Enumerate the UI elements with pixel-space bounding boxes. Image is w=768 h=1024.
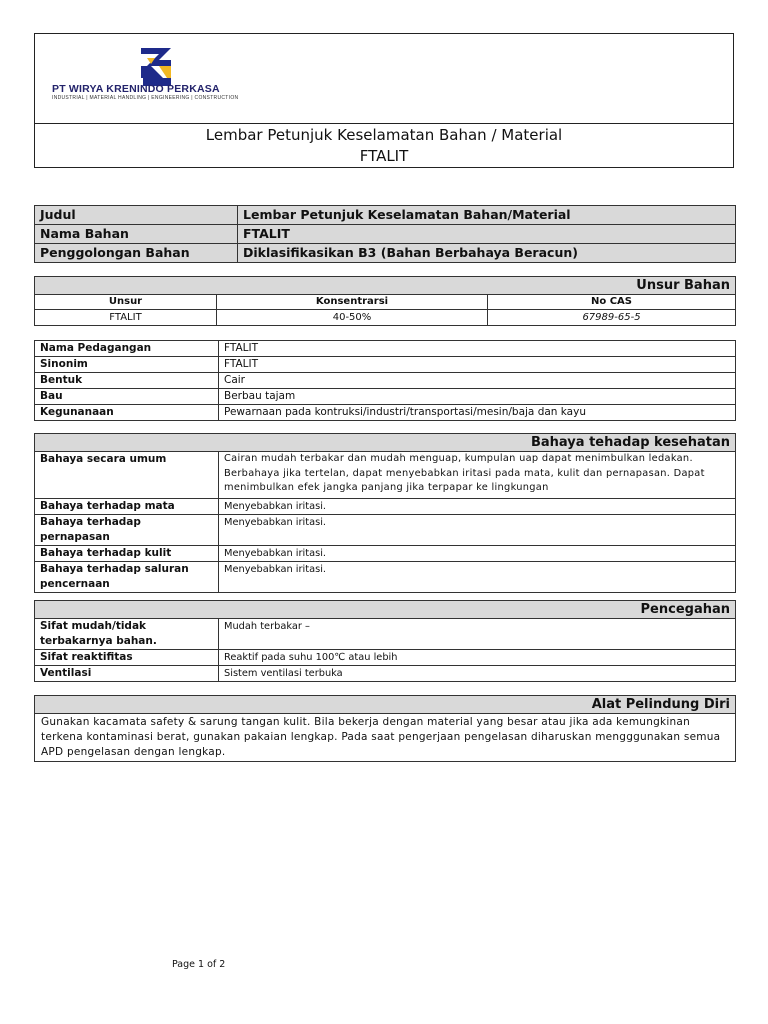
table-row — [35, 499, 736, 515]
property-key: Sinonim — [35, 357, 219, 373]
identity-value: FTALIT — [238, 225, 736, 244]
table-row — [35, 373, 736, 389]
company-tagline: INDUSTRIAL | MATERIAL HANDLING | ENGINEERING | CONSTRUCTION — [52, 95, 239, 101]
composition-table — [34, 276, 736, 326]
prevention-key: Sifat reaktifitas — [35, 650, 219, 666]
table-row — [35, 515, 736, 546]
table-cell: 40-50% — [217, 310, 488, 326]
property-value: FTALIT — [219, 357, 736, 373]
column-header: Unsur — [35, 295, 217, 310]
hazard-key: Bahaya terhadap mata — [35, 499, 219, 515]
table-row — [35, 244, 736, 263]
property-value: FTALIT — [219, 341, 736, 357]
prevention-title: Pencegahan — [35, 601, 736, 619]
prevention-key: Sifat mudah/tidak terbakarnya bahan. — [35, 619, 219, 650]
property-value: Pewarnaan pada kontruksi/industri/transportasi/mesin/baja dan kayu — [219, 405, 736, 421]
document-subtitle: FTALIT — [359, 147, 409, 165]
table-row — [35, 562, 736, 593]
hazard-value: Menyebabkan iritasi. — [219, 546, 736, 562]
prevention-key: Ventilasi — [35, 666, 219, 682]
table-row — [35, 225, 736, 244]
prevention-table — [34, 600, 736, 682]
table-row — [35, 310, 736, 326]
table-row — [35, 405, 736, 421]
property-key: Nama Pedagangan — [35, 341, 219, 357]
prevention-value: Reaktif pada suhu 100℃ atau lebih — [219, 650, 736, 666]
hazard-value: Menyebabkan iritasi. — [219, 515, 736, 546]
table-row — [35, 452, 736, 499]
property-value: Berbau tajam — [219, 389, 736, 405]
health-title: Bahaya tehadap kesehatan — [35, 434, 736, 452]
property-key: Kegunanaan — [35, 405, 219, 421]
column-header: No CAS — [488, 295, 736, 310]
section-header — [35, 277, 736, 295]
company-name: PT WIRYA KRENINDO PERKASA — [52, 83, 220, 95]
table-row — [35, 619, 736, 650]
table-row — [35, 357, 736, 373]
table-row — [35, 206, 736, 225]
properties-table — [34, 340, 736, 421]
table-row — [35, 341, 736, 357]
identity-key: Nama Bahan — [35, 225, 238, 244]
hazard-value: Menyebabkan iritasi. — [219, 499, 736, 515]
health-hazard-table — [34, 433, 736, 593]
property-value: Cair — [219, 373, 736, 389]
hazard-key: Bahaya terhadap kulit — [35, 546, 219, 562]
header-divider — [35, 123, 733, 124]
section-header — [35, 696, 736, 714]
table-cell: 67989-65-5 — [488, 310, 736, 326]
hazard-key: Bahaya terhadap saluran pencernaan — [35, 562, 219, 593]
table-row — [35, 714, 736, 762]
prevention-value: Sistem ventilasi terbuka — [219, 666, 736, 682]
property-key: Bentuk — [35, 373, 219, 389]
hazard-key: Bahaya terhadap pernapasan — [35, 515, 219, 546]
table-row — [35, 389, 736, 405]
identity-value: Lembar Petunjuk Keselamatan Bahan/Material — [238, 206, 736, 225]
hazard-key: Bahaya secara umum — [35, 452, 219, 499]
identity-value: Diklasifikasikan B3 (Bahan Berbahaya Beracun) — [238, 244, 736, 263]
hazard-value: Cairan mudah terbakar dan mudah menguap, kumpulan uap dapat menimbulkan ledakan. Berbahaya jika tertelan, dapat menyebabkan iritasi pada mata, kulit dan pernapasan. Dapat menimbulkan efek jangka panjang jika terpapar ke lingkungan — [219, 452, 736, 499]
section-header — [35, 601, 736, 619]
identity-key: Judul — [35, 206, 238, 225]
document-title: Lembar Petunjuk Keselamatan Bahan / Material — [205, 126, 563, 144]
ppe-title: Alat Pelindung Diri — [35, 696, 736, 714]
wkp-logo-icon — [49, 44, 269, 114]
section-header — [35, 434, 736, 452]
table-cell: FTALIT — [35, 310, 217, 326]
identity-key: Penggolongan Bahan — [35, 244, 238, 263]
page-number: Page 1 of 2 — [172, 959, 226, 970]
composition-title: Unsur Bahan — [35, 277, 736, 295]
prevention-value: Mudah terbakar – — [219, 619, 736, 650]
property-key: Bau — [35, 389, 219, 405]
document-header — [34, 33, 734, 168]
hazard-value: Menyebabkan iritasi. — [219, 562, 736, 593]
column-header: Konsentrarsi — [217, 295, 488, 310]
ppe-text: Gunakan kacamata safety & sarung tangan kulit. Bila bekerja dengan material yang besar atau jika ada kemungkinan terkena kontaminasi berat, gunakan pakaian lengkap. Pada saat pengerjaan pengelasan diharuskan mengggunakan semua APD pengelasan dengan lengkap. — [35, 714, 736, 762]
identity-table — [34, 205, 736, 263]
ppe-table — [34, 695, 736, 762]
table-row — [35, 666, 736, 682]
table-row — [35, 546, 736, 562]
table-row — [35, 650, 736, 666]
table-header-row — [35, 295, 736, 310]
